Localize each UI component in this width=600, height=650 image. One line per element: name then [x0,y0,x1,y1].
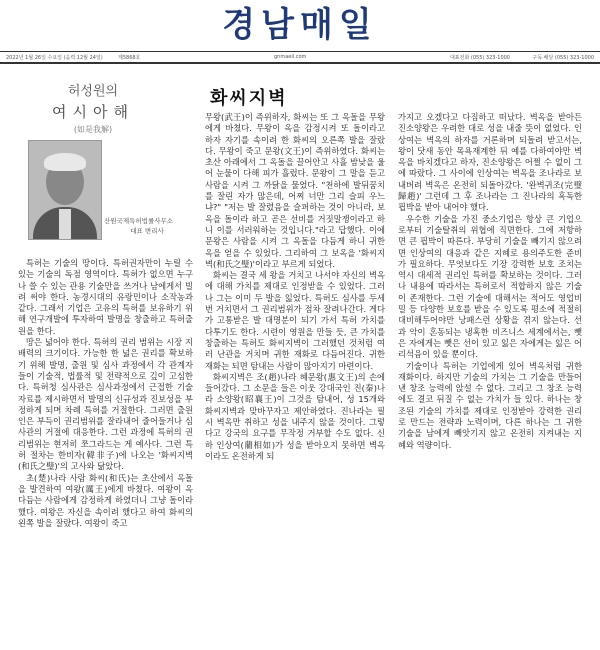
column-author: 허성원의 [67,84,119,99]
paragraph: 특허는 기술의 땅이다. 특허권자만이 누릴 수 있는 기술의 독점 영역이다. 특허가 없으면 누구나 쓸 수 있는 관용 기술만을 쓰거나 남에게서 빌려 써야 한다. 농경시대의 유랑민이나 소작농과 같다. 그래서 기업은 고유의 특허를 보유하기 위해 연구개발에 투자하여 발명을 창출하고 특허출원을 한다. [18,258,193,336]
paragraph: 초(楚)나라 사람 화씨(和氏)는 초산에서 옥돌을 발견하여 여왕(厲王)에게 바쳤다. 여왕이 옥 다듬는 사람에게 감정하게 하였더니 그냥 돌이라 했다. 여왕은 자신을 속이려 했다고 하여 화씨의 왼쪽 발을 잘랐다. 여왕이 죽고 [18,472,193,528]
article-column-1 [18,258,193,643]
subscription-phone: 구독·배달 (055) 323-1000 [532,55,594,61]
column-hanja: (如是我解) [73,125,113,134]
site-url[interactable]: gnmaeil.com [274,54,307,60]
column-header [18,80,168,135]
paragraph: 화씨지벽은 조(趙)나라 혜문왕(惠文王)의 손에 들어갔다. 그 소문을 들은 이웃 강대국인 진(秦)나라 소양왕(昭襄王)이 그것을 탐내어, 성 15개와 화씨지벽과 맞바꾸자고 제안하였다. 진나라는 필시 벽옥만 취하고 성을 내주지 않을 것이다. 그렇다고 강국의 요구를 무작정 거부할 수도 없다. 신하 인상여(藺相如)가 성을 받아오지 못하면 벽옥이라도 온전하게 되 [205,371,385,461]
paragraph: 기술이나 특허는 기업에게 있어 벽옥처럼 귀한 재화이다. 하지만 기술의 가치는 그 기술을 만들어낸 창조 능력에 앉설 수 없다. 그리고 그 창조 능력에도 결코 뒤질 수 없는 가치가 들 있다. 하나는 창조된 기술의 가치를 제대로 인정받아 강력한 권리로 만드는 전략과 노력이며, 다른 하나는 그 귀한 기술을 남에게 빼앗기지 않고 온전히 지켜내는 지혜와 역량이다. [398,360,582,450]
issue-number: 제5868호 [118,55,141,61]
paragraph: 무왕(武王)이 즉위하자, 화씨는 또 그 옥돌을 무왕에게 바쳤다. 무왕이 옥을 감정시켜 또 돌이라고 하자 자기를 속이려 한 화씨의 오른쪽 발을 잘랐다. 무왕이 죽고 문왕(文王)이 즉위하였다. 화씨는 초산 아래에서 그 옥돌을 끌어안고 사흘 밤낮을 울어 눈물이 다해 피가 흘렀다. 문왕이 그 말을 듣고 사람을 시켜 그 까닭을 물었다. "천하에 발뒤꿈치를 잘린 자가 많은데, 어찌 너만 그리 슬피 우느냐?" "저는 발 잘렸음을 슬퍼하는 것이 아니라, 보옥을 돌이라 하고 곧은 선비를 거짓말쟁이라고 하니 이를 서러워하는 것입니다."라고 답했다. 이에 문왕은 사람을 시켜 그 옥돌을 다듬게 하니 귀한 옥을 얻을 수 있었다. 그리하여 그 보옥을 '화씨지벽(和氏之璧)'이라고 부르게 되었다. [205,112,385,269]
byline-org: 산원국제특허법률사무소 [104,217,174,225]
column-title: 여시아해 [52,103,134,121]
article-column-2 [205,112,385,643]
paragraph: 화씨는 결국 세 왕을 거치고 나서야 자신의 벽옥에 대해 가치를 제대로 인정받을 수 있었다. 그러나 그는 이미 두 발을 잃었다. 특허도 심사를 두세 번 거치면서 그 권리범위가 점차 잘려나간다. 게다가 고통받은 발 대명분이 되기 가서 특허 가치를 다투기도 한다. 시련이 영원을 만들 듯, 큰 가치를 창출하는 특허도 화씨지벽이 그러했던 것처럼 여러 난관을 거치며 귀한 재화로 다듬어진다. 귀한 재화는 되면 탐내는 사람이 많아지기 마련이다. [205,270,385,371]
author-photo [28,140,102,240]
masthead [0,0,600,50]
article-column-3 [398,112,582,643]
paragraph: 가지고 오겠다고 다짐하고 떠났다. 벽옥을 받아든 진소양왕은 우려한 대로 성을 내줄 뜻이 없었다. 인상여는 벽옥의 하자를 거론하며 되돌려 받고서는, 왕이 닷새 동안 목욕재계한 뒤 예를 다하여야만 벽옥을 바치겠다고 하자, 진소양왕은 어쩔 수 없이 그에 따랐다. 그 사이에 인상여는 벽옥을 조나라로 보내버려 벽옥은 온전히 되돌아갔다. '완벽귀조(完璧歸趙)' 그런데 그 후 조나라는 그 진나라의 혹독한 핍박을 받아 내어야 했다. [398,112,582,213]
paragraph: 땅은 넓어야 한다. 특허의 권리 범위는 시장 지배력의 크기이다. 가능한 한 넓은 권리를 확보하기 위해 발명, 출원 및 심사 과정에서 각 관계자들이 기술적, 법률적 및 전략적으로 깊이 고심한다. 특허청 심사관은 심사과정에서 근접한 기술자료를 제시하면서 발명의 신규성과 진보성을 부정하게 되며 차례 특허를 거절한다. 그러면 출원인은 부득이 권리범위를 잘라내어 줄어들거나 심사관의 거절에 대응한다. 그런 과정에 특허의 권리범위는 현저히 쪼그라드는 게 예사다. 그런 특허 절차는 한비자(韓非子)에 나오는 '화씨지벽(和氏之璧)'의 고사와 닮았다. [18,337,193,472]
dateline-bar [0,51,600,64]
main-phone: 대표전화 (055) 323-1000 [449,55,510,61]
author-byline [104,216,190,236]
newspaper-logo: 경남매일 [222,5,378,45]
byline-role: 대표 변리사 [130,227,164,235]
issue-date: 2022년 1월 26일 수요일 (음력 12월 24일) [6,55,103,61]
paragraph: 우수한 기술을 가진 중소기업은 항상 큰 기업으로부터 기술탈취의 위협에 직면한다. 그에 저항하면 큰 핍박이 따른다. 부당히 기술을 빼기지 않으려면 인상여의 대응과 같은 지혜로 용의주도한 준비가 필요하다. 무엇보다도 기장 강력한 보호 조치는 역시 대세적 권리인 특허를 확보하는 것이다. 그러나 내용에 따라서는 특허로서 적합하지 않은 기술이 존재한다. 그런 기술에 대해서는 적어도 영업비밀 등 다양한 보호를 받을 수 있도록 평소에 적절히 대비해두어야만 낭패스런 상황을 겪지 않는다. 선과 악이 혼동되는 냉혹한 비즈니스 세계에서는, 뺏은 자에게는 뺏은 선이 있고 잃은 자에게는 잃은 어리석음이 있을 뿐이다. [398,213,582,360]
article-title: 화씨지벽 [210,88,288,109]
